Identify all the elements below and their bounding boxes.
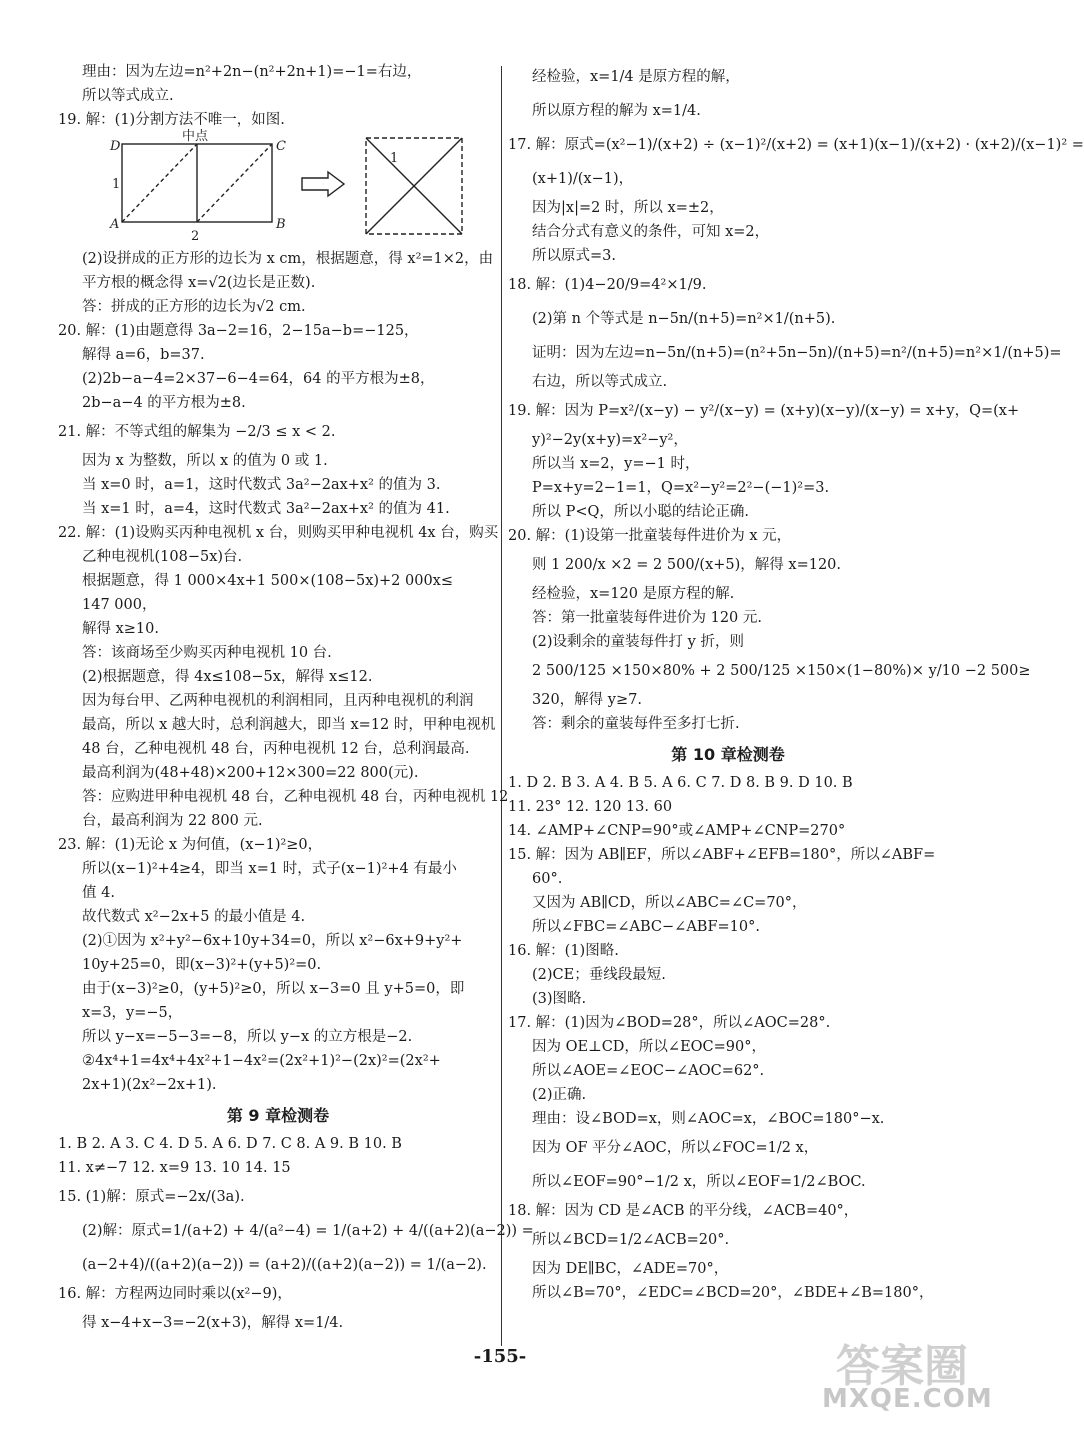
text-line: 则 1 200/x ×2 = 2 500/(x+5)，解得 x=120.	[532, 557, 842, 573]
text-line: (2)设拼成的正方形的边长为 x cm，根据题意，得 x²=1×2，由	[82, 251, 494, 267]
label-midpoint: 中点	[182, 129, 209, 144]
text-line: 由于(x−3)²≥0，(y+5)²≥0，所以 x−3=0 且 y+5=0，即	[82, 981, 465, 997]
text-line: 2x+1)(2x²−2x+1).	[82, 1077, 217, 1093]
text-line: 23. 解：(1)无论 x 为何值，(x−1)²≥0，	[58, 837, 323, 853]
text-line: 所以(x−1)²+4≥4，即当 x=1 时，式子(x−1)²+4 有最小	[82, 861, 457, 877]
text-line: 因为 OE⊥CD，所以∠EOC=90°，	[532, 1039, 767, 1055]
text-line: 17. 解：原式=(x²−1)/(x+2) ÷ (x−1)²/(x+2) = (x+1)(x−1)/(x+2) · (x+2)/(x−1)² =	[508, 137, 1084, 153]
text-line: 22. 解：(1)设购买丙种电视机 x 台，则购买甲种电视机 4x 台，购买	[58, 525, 499, 541]
text-line: 所以∠BCD=1/2∠ACB=20°.	[532, 1232, 730, 1248]
section-heading: 第 10 章检测卷	[671, 745, 785, 764]
text-line: 20. 解：(1)设第一批童装每件进价为 x 元，	[508, 528, 792, 544]
text-line: 乙种电视机(108−5x)台.	[82, 549, 243, 565]
text-line: (2)解：原式=1/(a+2) + 4/(a²−4) = 1/(a+2) + 4/((a+2)(a−2)) =	[82, 1223, 534, 1239]
label-B: B	[276, 217, 286, 232]
text-line: 20. 解：(1)由题意得 3a−2=16，2−15a−b=−125，	[58, 323, 419, 339]
text-line: 19. 解：(1)分割方法不唯一，如图.	[58, 112, 285, 128]
text-line: 证明：因为左边=n−5n/(n+5)=(n²+5n−5n)/(n+5)=n²/(n+5)=n²×1/(n+5)=	[532, 345, 1062, 361]
text-line: (2)正确.	[532, 1087, 587, 1103]
text-line: 当 x=0 时，a=1，这时代数式 3a²−2ax+x² 的值为 3.	[82, 477, 441, 493]
arrow-right-icon	[302, 172, 344, 196]
text-line: 经检验，x=1/4 是原方程的解，	[532, 69, 740, 85]
text-line: 根据题意，得 1 000×4x+1 500×(108−5x)+2 000x≤	[82, 573, 454, 589]
text-line: 因为|x|=2 时，所以 x=±2，	[532, 200, 724, 216]
text-line: 最高，所以 x 越大时，总利润越大，即当 x=12 时，甲种电视机	[82, 717, 496, 733]
text-line: 平方根的概念得 x=√2(边长是正数).	[82, 275, 316, 291]
text-line: 10y+25=0，即(x−3)²+(y+5)²=0.	[82, 957, 322, 973]
text-line: 答：应购进甲种电视机 48 台，乙种电视机 48 台，丙种电视机 12	[82, 789, 509, 805]
text-line: 1. B 2. A 3. C 4. D 5. A 6. D 7. C 8. A 9. B 10. B	[58, 1136, 402, 1152]
text-line: 21. 解：不等式组的解集为 −2/3 ≤ x < 2.	[58, 424, 336, 440]
text-line: 右边，所以等式成立.	[532, 374, 668, 390]
text-line: 48 台，乙种电视机 48 台，丙种电视机 12 台，总利润最高.	[82, 741, 470, 757]
text-line: (x+1)/(x−1)，	[532, 171, 634, 187]
text-line: 值 4.	[82, 885, 115, 901]
text-line: 因为 OF 平分∠AOC，所以∠FOC=1/2 x，	[532, 1140, 819, 1156]
text-line: 1. D 2. B 3. A 4. B 5. A 6. C 7. D 8. B 9. D 10. B	[508, 775, 853, 791]
rectangle-cut-figure	[58, 129, 448, 244]
text-line: 11. 23° 12. 120 13. 60	[508, 799, 673, 815]
text-line: 18. 解：(1)4−20/9=4²×1/9.	[508, 277, 707, 293]
text-line: 答：拼成的正方形的边长为√2 cm.	[82, 299, 306, 315]
text-line: (2)2b−a−4=2×37−6−4=64，64 的平方根为±8，	[82, 371, 435, 387]
label-bottom-2: 2	[191, 229, 200, 244]
text-line: 所以 P<Q，所以小聪的结论正确.	[532, 504, 750, 520]
text-line: 答：剩余的童装每件至多打七折.	[532, 716, 740, 732]
label-square-1: 1	[390, 151, 399, 166]
text-line: 因为 DE∥BC，∠ADE=70°，	[532, 1261, 729, 1277]
watermark-logo: 答案圈 MXQE.COM	[822, 1341, 993, 1414]
text-line: (2)①因为 x²+y²−6x+10y+34=0，所以 x²−6x+9+y²+	[82, 933, 463, 949]
text-line: 2b−a−4 的平方根为±8.	[82, 395, 246, 411]
text-line: 所以∠EOF=90°−1/2 x，所以∠EOF=1/2∠BOC.	[532, 1174, 866, 1190]
label-A: A	[110, 217, 120, 232]
text-line: 147 000，	[82, 597, 157, 613]
text-line: (2)CE；垂线段最短.	[532, 967, 666, 983]
text-line: 理由：设∠BOD=x，则∠AOC=x，∠BOC=180°−x.	[532, 1111, 885, 1127]
rectangle-diagram	[122, 144, 272, 222]
text-line: 所以原方程的解为 x=1/4.	[532, 103, 701, 119]
text-line: 所以当 x=2，y=−1 时，	[532, 456, 700, 472]
text-line: 15. 解：因为 AB∥EF，所以∠ABF+∠EFB=180°，所以∠ABF=	[508, 847, 936, 863]
text-line: 2 500/125 ×150×80% + 2 500/125 ×150×(1−80%)× y/10 −2 500≥	[532, 663, 1031, 679]
text-line: 当 x=1 时，a=4，这时代数式 3a²−2ax+x² 的值为 41.	[82, 501, 450, 517]
label-side-1: 1	[112, 177, 121, 192]
text-line: 11. x≠−7 12. x=9 13. 10 14. 15	[58, 1160, 291, 1176]
text-line: 所以∠AOE=∠EOC−∠AOC=62°.	[532, 1063, 765, 1079]
text-line: 所以等式成立.	[82, 88, 174, 104]
text-line: 解得 x≥10.	[82, 621, 159, 637]
text-line: 得 x−4+x−3=−2(x+3)，解得 x=1/4.	[82, 1315, 344, 1331]
column-divider	[501, 66, 502, 1346]
text-line: (2)设剩余的童装每件打 y 折，则	[532, 634, 744, 650]
text-line: 理由：因为左边=n²+2n−(n²+2n+1)=−1=右边，	[82, 64, 422, 80]
text-line: (3)图略.	[532, 991, 587, 1007]
text-line: 15. (1)解：原式=−2x/(3a).	[58, 1189, 245, 1205]
text-line: 故代数式 x²−2x+5 的最小值是 4.	[82, 909, 306, 925]
text-line: y)²−2y(x+y)=x²−y²，	[532, 432, 688, 448]
text-line: 所以∠B=70°，∠EDC=∠BCD=20°，∠BDE+∠B=180°，	[532, 1285, 934, 1301]
text-line: P=x+y=2−1=1，Q=x²−y²=2²−(−1)²=3.	[532, 480, 830, 496]
text-line: 答：该商场至少购买丙种电视机 10 台.	[82, 645, 332, 661]
text-line: 所以∠FBC=∠ABC−∠ABF=10°.	[532, 919, 760, 935]
left-column	[58, 60, 534, 1340]
text-line: 所以 y−x=−5−3=−8，所以 y−x 的立方根是−2.	[82, 1029, 413, 1045]
text-line: 16. 解：(1)图略.	[508, 943, 619, 959]
text-line: (2)第 n 个等式是 n−5n/(n+5)=n²×1/(n+5).	[532, 311, 836, 327]
square-diagram	[366, 138, 462, 234]
text-line: 320，解得 y≥7.	[532, 692, 642, 708]
text-line: 所以原式=3.	[532, 248, 616, 264]
text-line: 14. ∠AMP+∠CNP=90°或∠AMP+∠CNP=270°	[508, 823, 846, 839]
text-line: 又因为 AB∥CD，所以∠ABC=∠C=70°，	[532, 895, 807, 911]
text-line: 16. 解：方程两边同时乘以(x²−9)，	[58, 1286, 292, 1302]
text-line: 经检验，x=120 是原方程的解.	[532, 586, 735, 602]
page-number: -155-	[473, 1346, 527, 1367]
text-line: 结合分式有意义的条件，可知 x=2，	[532, 224, 770, 240]
text-line: 因为每台甲、乙两种电视机的利润相同，且丙种电视机的利润	[82, 693, 474, 709]
text-line: 18. 解：因为 CD 是∠ACB 的平分线，∠ACB=40°，	[508, 1203, 859, 1219]
text-line: (2)根据题意，得 4x≤108−5x，解得 x≤12.	[82, 669, 373, 685]
text-line: 因为 x 为整数，所以 x 的值为 0 或 1.	[82, 453, 328, 469]
text-line: 60°.	[532, 871, 563, 887]
text-line: 解得 a=6，b=37.	[82, 347, 205, 363]
figure-block	[58, 129, 498, 247]
label-C: C	[276, 139, 286, 154]
text-line: 17. 解：(1)因为∠BOD=28°，所以∠AOC=28°.	[508, 1015, 831, 1031]
right-column	[508, 60, 1084, 1305]
section-heading: 第 9 章检测卷	[226, 1106, 330, 1125]
text-line: 台，最高利润为 22 800 元.	[82, 813, 263, 829]
label-D: D	[110, 139, 121, 154]
text-line: 最高利润为(48+48)×200+12×300=22 800(元).	[82, 765, 419, 781]
text-line: (a−2+4)/((a+2)(a−2)) = (a+2)/((a+2)(a−2)) = 1/(a−2).	[82, 1257, 487, 1273]
text-line: 19. 解：因为 P=x²/(x−y) − y²/(x−y) = (x+y)(x−y)/(x−y) = x+y，Q=(x+	[508, 403, 1020, 419]
text-line: 答：第一批童装每件进价为 120 元.	[532, 610, 763, 626]
text-line: ②4x⁴+1=4x⁴+4x²+1−4x²=(2x²+1)²−(2x)²=(2x²+	[82, 1053, 441, 1069]
text-line: x=3，y=−5，	[82, 1005, 183, 1021]
